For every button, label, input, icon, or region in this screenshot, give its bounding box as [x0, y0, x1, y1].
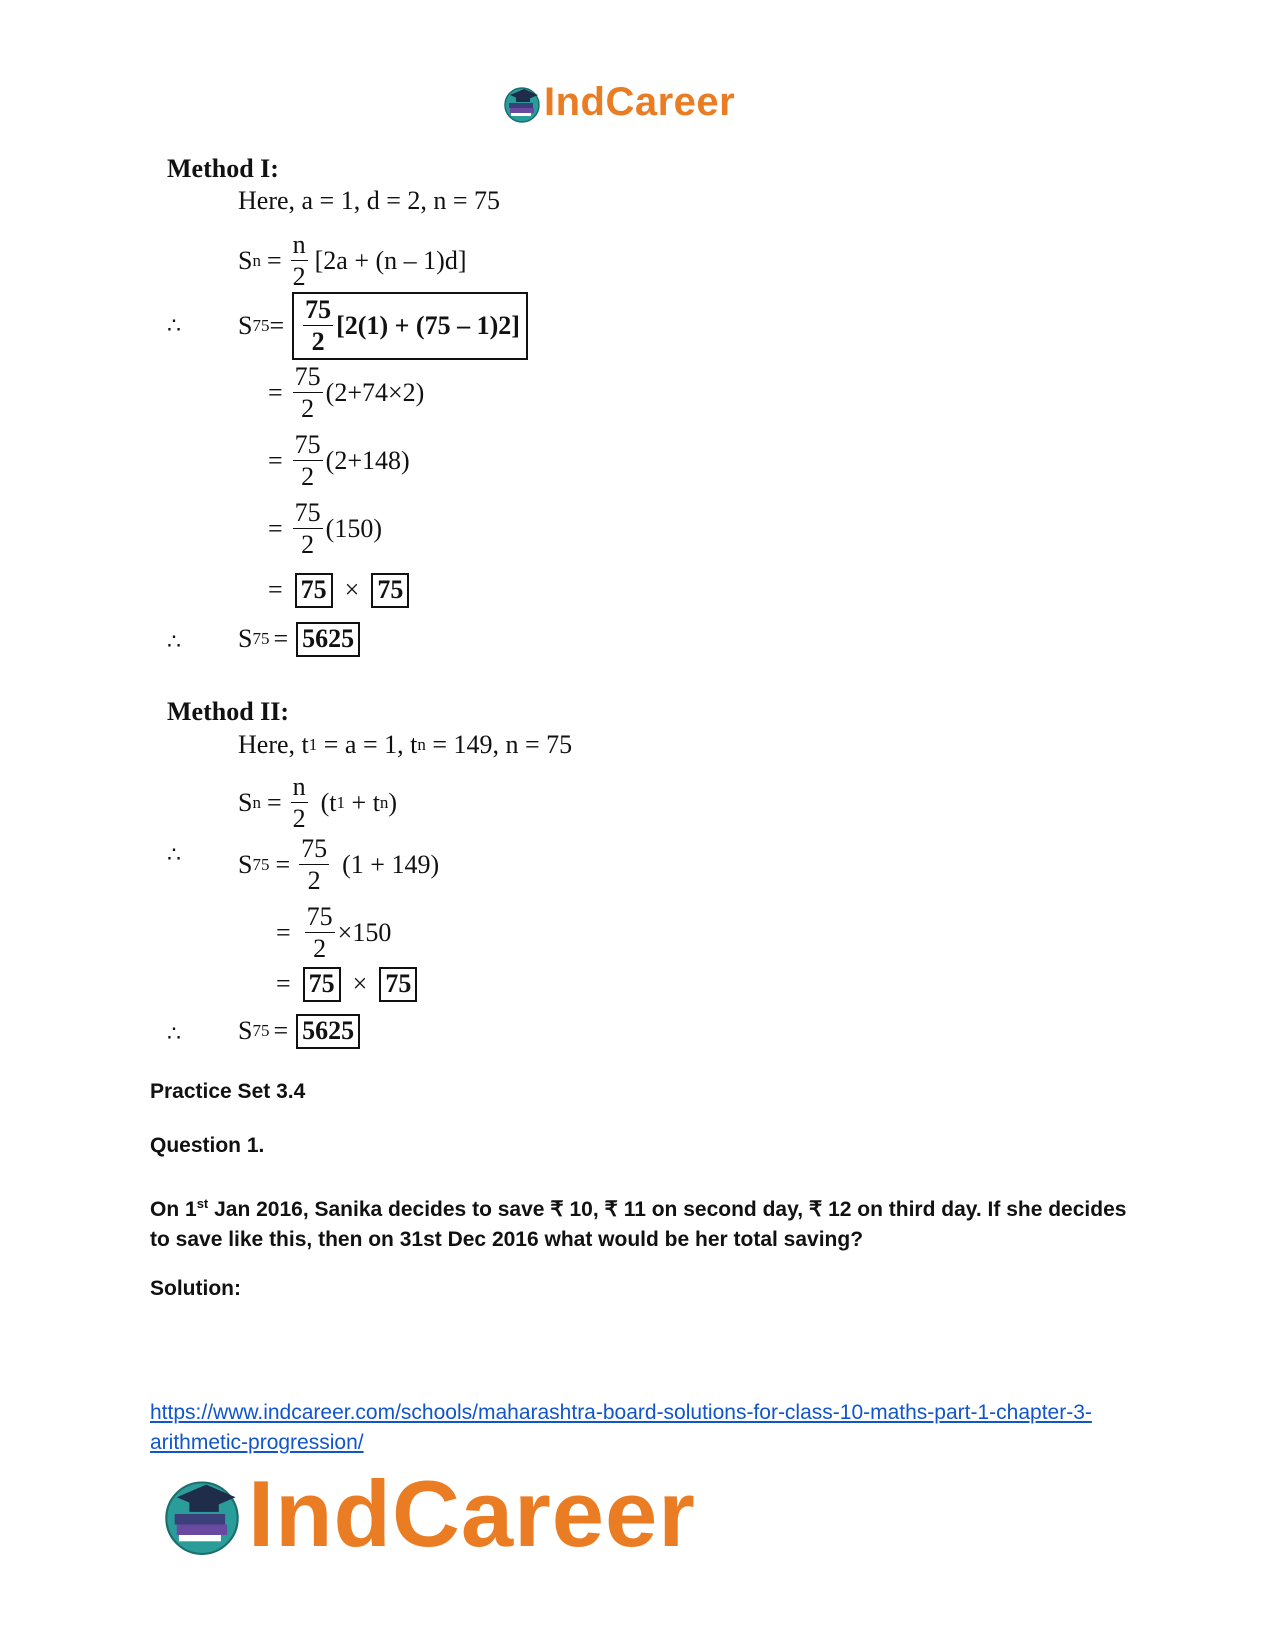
method-2-heading: Method II: — [167, 697, 290, 726]
boxed-value: 75 — [303, 967, 341, 1002]
therefore-symbol: ∴ — [167, 1022, 181, 1047]
indcareer-logo-top — [502, 80, 735, 125]
therefore-symbol: ∴ — [167, 843, 181, 868]
step-expression: (150) — [325, 514, 382, 543]
brand-name-top: IndCareer — [544, 80, 736, 124]
s75-sub: 75 — [252, 316, 270, 335]
fraction — [293, 432, 323, 490]
formula-sub: n — [379, 793, 389, 812]
fraction-numerator: n — [292, 230, 306, 259]
boxed-result: 5625 — [296, 1014, 360, 1049]
method-1-step-3 — [268, 500, 382, 558]
boxed-value: 75 — [295, 573, 333, 608]
fraction-numerator: 75 — [305, 295, 332, 324]
result-s: S — [238, 1016, 253, 1046]
boxed-value: 75 — [371, 573, 409, 608]
fraction-denominator: 2 — [311, 327, 325, 356]
question-text-start: On 1 — [150, 1198, 197, 1221]
s75-s: S — [238, 311, 253, 340]
given-text: Here, t — [238, 730, 309, 759]
step-expression: (2+148) — [325, 446, 410, 475]
result-s: S — [238, 624, 253, 654]
formula-s: S — [238, 788, 253, 817]
method-2-given — [238, 730, 572, 760]
equals-sign: = — [273, 1016, 289, 1046]
fraction-denominator: 2 — [313, 934, 327, 963]
formula-paren: (t — [320, 788, 337, 817]
question-text-rest: Jan 2016, Sanika decides to save ₹ 10, ₹ 11 on second day, ₹ 12 on third day. If she decides to save like this, then on 31st Dec 2016 what would be her total saving? — [150, 1198, 1127, 1251]
boxed-result: 5625 — [296, 622, 360, 657]
equals-sign: = — [276, 918, 291, 947]
fraction-numerator: n — [292, 772, 306, 801]
given-text: = a = 1, t — [317, 730, 418, 759]
formula-sub: n — [252, 251, 261, 270]
equals-sign: = — [266, 788, 282, 817]
equals-sign: = — [276, 969, 291, 999]
fraction-numerator: 75 — [306, 902, 333, 931]
fraction — [303, 297, 333, 355]
globe-graduation-cap-icon — [160, 1472, 244, 1556]
fraction — [305, 904, 335, 962]
method-1-step-4 — [268, 573, 409, 608]
practice-set-heading: Practice Set 3.4 — [150, 1080, 306, 1103]
therefore-symbol: ∴ — [167, 314, 181, 339]
step-expression: (1 + 149) — [342, 850, 440, 879]
fraction — [299, 836, 329, 894]
therefore-symbol: ∴ — [167, 630, 181, 655]
step-expression: (2+74×2) — [325, 378, 425, 407]
solution-label: Solution: — [150, 1277, 241, 1300]
equals-sign: = — [268, 446, 283, 475]
source-link[interactable]: https://www.indcareer.com/schools/maharashtra-board-solutions-for-class-10-maths-part-1-chapter-3-arithmetic-progression/ — [150, 1401, 1092, 1454]
formula-s: S — [238, 246, 253, 275]
given-sub: n — [417, 735, 426, 754]
method-1-heading: Method I: — [167, 154, 279, 183]
fraction-numerator: 75 — [294, 362, 321, 391]
boxed-value: 75 — [379, 967, 417, 1002]
result-sub: 75 — [252, 629, 270, 649]
question-text — [150, 1189, 1130, 1255]
method-2-step-2 — [276, 967, 417, 1002]
formula-sub: n — [252, 793, 261, 812]
fraction-denominator: 2 — [301, 394, 315, 423]
equals-sign: = — [275, 850, 291, 879]
question-label: Question 1. — [150, 1134, 265, 1157]
fraction-denominator: 2 — [292, 262, 306, 291]
given-sub: 1 — [308, 735, 318, 754]
equals-sign: = — [268, 514, 283, 543]
method-1-step-1 — [268, 364, 424, 422]
indcareer-logo-bottom — [160, 1461, 696, 1566]
question-text-superscript: st — [196, 1196, 209, 1211]
fraction — [293, 364, 323, 422]
fraction — [293, 500, 323, 558]
fraction — [291, 774, 308, 832]
s75-bracket: [2(1) + (75 – 1)2] — [336, 311, 520, 340]
method-2-result — [238, 1014, 360, 1049]
fraction-denominator: 2 — [292, 804, 306, 833]
s75-sub: 75 — [252, 855, 270, 874]
method-2-formula — [238, 774, 397, 832]
fraction — [291, 232, 308, 290]
formula-sub: 1 — [336, 793, 346, 812]
fraction-denominator: 2 — [301, 530, 315, 559]
formula-bracket: [2a + (n – 1)d] — [314, 246, 467, 275]
fraction-denominator: 2 — [301, 462, 315, 491]
fraction-numerator: 75 — [301, 834, 328, 863]
result-sub: 75 — [252, 1021, 270, 1041]
method-1-s75-line — [238, 292, 528, 360]
equals-sign: = — [268, 575, 283, 605]
method-1-formula — [238, 232, 466, 290]
equals-sign: = — [273, 624, 289, 654]
given-text: = 149, n = 75 — [425, 730, 573, 759]
method-2-step-1 — [276, 904, 391, 962]
brand-name-bottom: IndCareer — [248, 1461, 696, 1566]
step-expression: ×150 — [337, 918, 392, 947]
method-1-result — [238, 622, 360, 657]
equals-sign: = — [269, 311, 285, 340]
fraction-numerator: 75 — [294, 430, 321, 459]
s75-boxed-expression — [292, 292, 528, 360]
times-sign: × — [344, 575, 360, 605]
fraction-denominator: 2 — [307, 866, 321, 895]
method-2-s75-line — [238, 836, 439, 894]
s75-s: S — [238, 850, 253, 879]
fraction-numerator: 75 — [294, 498, 321, 527]
method-1-step-2 — [268, 432, 410, 490]
times-sign: × — [352, 969, 368, 999]
equals-sign: = — [266, 246, 282, 275]
globe-graduation-cap-icon — [502, 83, 542, 123]
method-1-given: Here, a = 1, d = 2, n = 75 — [238, 186, 501, 215]
equals-sign: = — [268, 378, 283, 407]
formula-paren: + t — [345, 788, 380, 817]
formula-paren: ) — [388, 788, 398, 817]
